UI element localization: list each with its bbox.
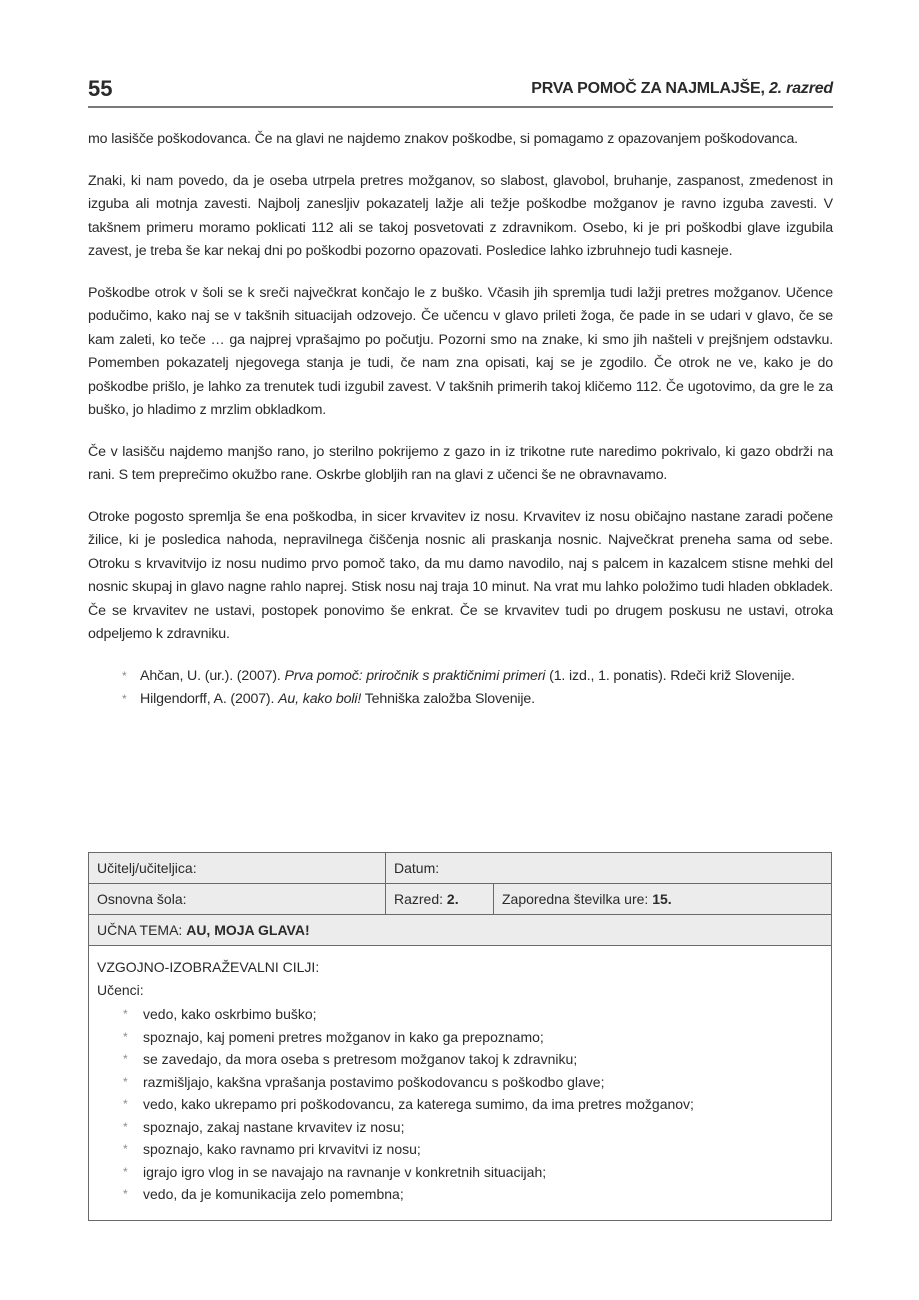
grade-label: Razred:: [394, 891, 447, 907]
running-title-grade: 2. razred: [764, 80, 833, 97]
asterisk-bullet-icon: *: [123, 1074, 128, 1089]
goal-item: [123, 1093, 823, 1116]
reference-author: Ahčan, U. (ur.). (2007).: [140, 667, 285, 684]
table-row: [89, 946, 832, 1221]
asterisk-bullet-icon: *: [123, 1007, 128, 1021]
asterisk-bullet-icon: *: [123, 1029, 128, 1044]
running-title-main: PRVA POMOČ ZA NAJMLAJŠE,: [531, 80, 765, 97]
goal-text: spoznajo, zakaj nastane krvavitev iz nosu;: [143, 1118, 405, 1135]
asterisk-bullet-icon: *: [123, 1164, 128, 1179]
reference-publisher: (1. izd., 1. ponatis). Rdeči križ Slovenije.: [545, 667, 795, 684]
goals-subject: Učenci:: [97, 981, 144, 998]
goals-cell: [89, 946, 832, 1221]
table-row: [89, 915, 832, 946]
teacher-cell: Učitelj/učiteljica:: [89, 853, 386, 884]
lesson-number-label: Zaporedna številka ure:: [502, 891, 653, 907]
page-header: [88, 76, 833, 108]
reference-list: [88, 665, 833, 712]
goal-text: vedo, kako oskrbimo buško;: [143, 1006, 317, 1022]
goal-item: [123, 1026, 823, 1049]
paragraph: Če v lasišču najdemo manjšo rano, jo sterilno pokrijemo z gazo in iz trikotne rute naredimo pokrivalo, ki gazo obdrži na rani. S tem preprečimo okužbo rane. Oskrbe globljih ran na glavi z učenci še ne obravnavamo.: [88, 443, 833, 483]
date-cell: Datum:: [386, 853, 832, 884]
lesson-number-value: 15.: [652, 891, 672, 907]
reference-author: Hilgendorff, A. (2007).: [140, 691, 279, 707]
goal-text: razmišljajo, kakšna vprašanja postavimo poškodovancu s poškodbo glave;: [143, 1073, 605, 1090]
asterisk-bullet-icon: *: [123, 1119, 128, 1134]
asterisk-bullet-icon: *: [123, 1142, 128, 1156]
goal-item: [123, 1183, 823, 1206]
paragraph: Otroke pogosto spremlja še ena poškodba, in sicer krvavitev iz nosu. Krvavitev iz nosu običajno nastane zaradi počene žilice, ki je posledica nahoda, nepravilnega čiščenja nosnic ali praskanja nosnic. Največkrat preneha sama od sebe. Otroku s krvavitvijo iz nosu nudimo prvo pomoč tako, da mu damo navodilo, naj s palcem in kazalcem stisne mehki del nosnic skupaj in glavo nagne rahlo naprej. Stisk nosu naj traja 10 minut. Na vrat mu lahko položimo tudi hladen obkladek. Če se krvavitev ne ustavi, postopek ponovimo še enkrat. Če se krvavitev tudi po drugem poskusu ne ustavi, otroka odpeljemo k zdravniku.: [88, 508, 833, 642]
body-text: [88, 128, 833, 712]
topic-value: AU, MOJA GLAVA!: [186, 922, 310, 938]
paragraph: mo lasišče poškodovanca. Če na glavi ne najdemo znakov poškodbe, si pomagamo z opazovanjem poškodovanca.: [88, 131, 798, 147]
reference-title: Au, kako boli!: [278, 691, 362, 707]
goal-text: spoznajo, kaj pomeni pretres možganov in kako ga prepoznamo;: [143, 1028, 544, 1045]
goal-text: spoznajo, kako ravnamo pri krvavitvi iz nosu;: [143, 1141, 421, 1157]
grade-cell: [386, 884, 494, 915]
topic-label: UČNA TEMA:: [97, 922, 187, 938]
page-number: 55: [88, 76, 113, 101]
goal-item: [123, 1071, 823, 1094]
goal-text: igrajo igro vlog in se navajajo na ravnanje v konkretnih situacijah;: [143, 1163, 547, 1180]
reference-title: Prva pomoč: priročnik s praktičnimi primeri: [284, 667, 546, 684]
asterisk-bullet-icon: *: [123, 1187, 128, 1201]
goals-heading: VZGOJNO-IZOBRAŽEVALNI CILJI:: [97, 959, 320, 975]
asterisk-bullet-icon: *: [123, 1052, 128, 1066]
goal-text: se zavedajo, da mora oseba s pretresom možganov takoj k zdravniku;: [143, 1051, 578, 1067]
goal-item: [123, 1138, 823, 1161]
goal-item: [123, 1048, 823, 1071]
reference-item: [122, 688, 833, 712]
lesson-number-cell: [494, 884, 832, 915]
goal-text: vedo, kako ukrepamo pri poškodovancu, za katerega sumimo, da ima pretres možganov;: [143, 1096, 694, 1112]
topic-cell: [89, 915, 832, 946]
goal-item: [123, 1116, 823, 1139]
paragraph: Poškodbe otrok v šoli se k sreči največkrat končajo le z buško. Včasih jih spremlja tudi lažji pretres možganov. Učence podučimo, kako naj se v takšnih situacijah odzovejo. Če učencu v glavo prileti žoga, če pade in se udari v glavo, če se kam zaleti, ko teče … ga najprej vprašajmo po počutju. Pozorni smo na znake, ki smo jih našteli v prejšnjem odstavku. Pomemben pokazatelj njegovega stanja je tudi, če nam zna opisati, kaj se je zgodilo. Če otrok ne ve, kako je do poškodbe prišlo, je lahko za trenutek tudi izgubil zavest. V takšnih primerih takoj kličemo 112. Če ugotovimo, da gre le za buško, jo hladimo z mrzlim obkladkom.: [88, 284, 833, 418]
running-title: [531, 80, 833, 98]
goal-item: [123, 1003, 823, 1026]
lesson-plan-table: [88, 852, 832, 1221]
school-cell: Osnovna šola:: [89, 884, 386, 915]
goals-list: [97, 1003, 823, 1206]
asterisk-bullet-icon: *: [123, 1097, 128, 1111]
goal-text: vedo, da je komunikacija zelo pomembna;: [143, 1186, 404, 1202]
reference-publisher: Tehniška založba Slovenije.: [361, 691, 535, 707]
table-row: [89, 884, 832, 915]
goal-item: [123, 1161, 823, 1184]
table-row: [89, 853, 832, 884]
asterisk-bullet-icon: *: [122, 692, 127, 706]
reference-item: [122, 665, 833, 689]
asterisk-bullet-icon: *: [122, 668, 127, 683]
paragraph: Znaki, ki nam povedo, da je oseba utrpela pretres možganov, so slabost, glavobol, bruhanje, zaspanost, zmedenost in izguba ali motnja zavesti. Najbolj zanesljiv pokazatelj lažje ali težje poškodbe možganov je ravno izguba zavesti. V takšnem primeru moramo poklicati 112 ali se takoj posvetovati z zdravnikom. Osebo, ki je pri poškodbi glave izgubila zavest, je treba še kar nekaj dni po poškodbi pozorno opazovati. Posledice lahko izbruhnejo tudi kasneje.: [88, 172, 833, 259]
grade-value: 2.: [446, 891, 459, 907]
